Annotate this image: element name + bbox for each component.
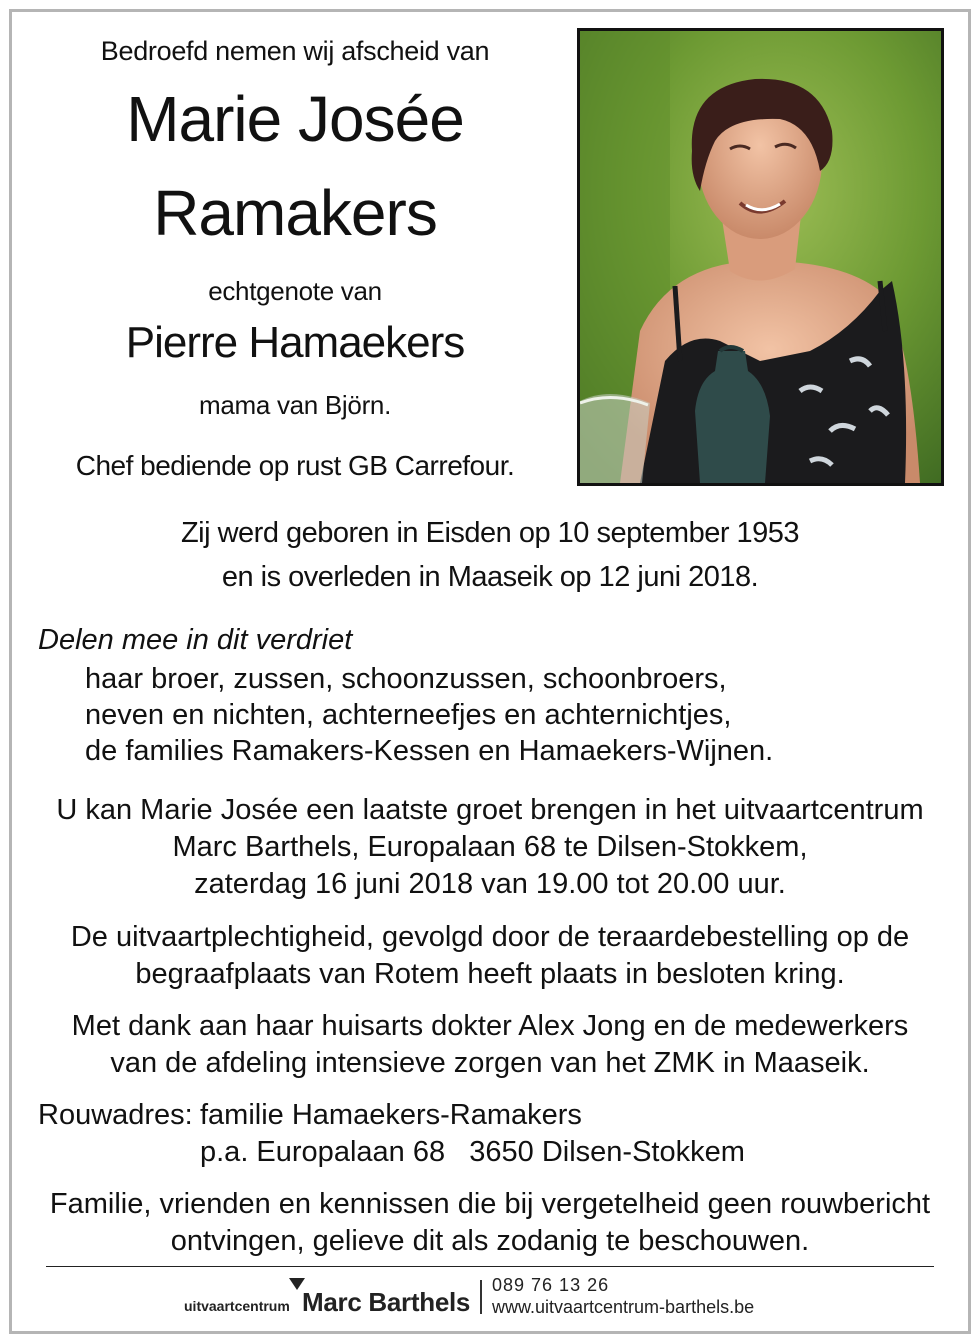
farewell-line: U kan Marie Josée een laatste groet brengen in het uitvaartcentrum [56,794,924,826]
mourners-line: de families Ramakers-Kessen en Hamaekers-Wijnen. [85,735,774,767]
farewell-line: Marc Barthels, Europalaan 68 te Dilsen-Stokkem, [172,831,808,863]
spouse-label: echtgenote van [208,276,382,306]
mourners-line: haar broer, zussen, schoonzussen, schoonbroers, [85,663,727,695]
child-line: mama van Björn. [198,390,392,420]
footer-divider [46,1266,934,1267]
website-link[interactable]: www.uitvaartcentrum-barthels.be [492,1297,755,1317]
death-info: en is overleden in Maaseik op 12 juni 2018. [221,561,759,593]
mourners-heading: Delen mee in dit verdriet [38,624,353,656]
thanks-line: van de afdeling intensieve zorgen van het ZMK in Maaseik. [110,1047,870,1079]
deceased-name-last: Ramakers [153,177,437,249]
closing-line: ontvingen, gelieve dit als zodanig te beschouwen. [170,1225,810,1257]
portrait-photo [577,28,944,486]
birth-info: Zij werd geboren in Eisden op 10 september 1953 [180,517,800,549]
deceased-name-first: Marie Josée [126,83,464,155]
phone-number: 089 76 13 26 [492,1275,610,1295]
farewell-line: zaterdag 16 juni 2018 van 19.00 tot 20.00 uur. [194,868,786,900]
logo-separator [480,1280,482,1314]
thanks-line: Met dank aan haar huisarts dokter Alex Jong en de medewerkers [71,1010,909,1042]
occupation: Chef bediende op rust GB Carrefour. [75,450,515,481]
address-line-1: familie Hamaekers-Ramakers [200,1099,582,1131]
mourners-line: neven en nichten, achterneefjes en achternichtjes, [85,699,732,731]
address-label: Rouwadres: [38,1099,193,1131]
ceremony-line: De uitvaartplechtigheid, gevolgd door de teraardebestelling op de [70,921,910,953]
logo-name: Marc Barthels [302,1287,471,1317]
spouse-name: Pierre Hamaekers [125,318,465,367]
ceremony-line: begraafplaats van Rotem heeft plaats in besloten kring. [135,958,845,990]
intro-text: Bedroefd nemen wij afscheid van [100,36,490,66]
address-line-2: p.a. Europalaan 68 3650 Dilsen-Stokkem [200,1136,745,1168]
logo-subtitle: uitvaartcentrum [184,1298,290,1314]
closing-line: Familie, vrienden en kennissen die bij vergetelheid geen rouwbericht [49,1188,931,1220]
